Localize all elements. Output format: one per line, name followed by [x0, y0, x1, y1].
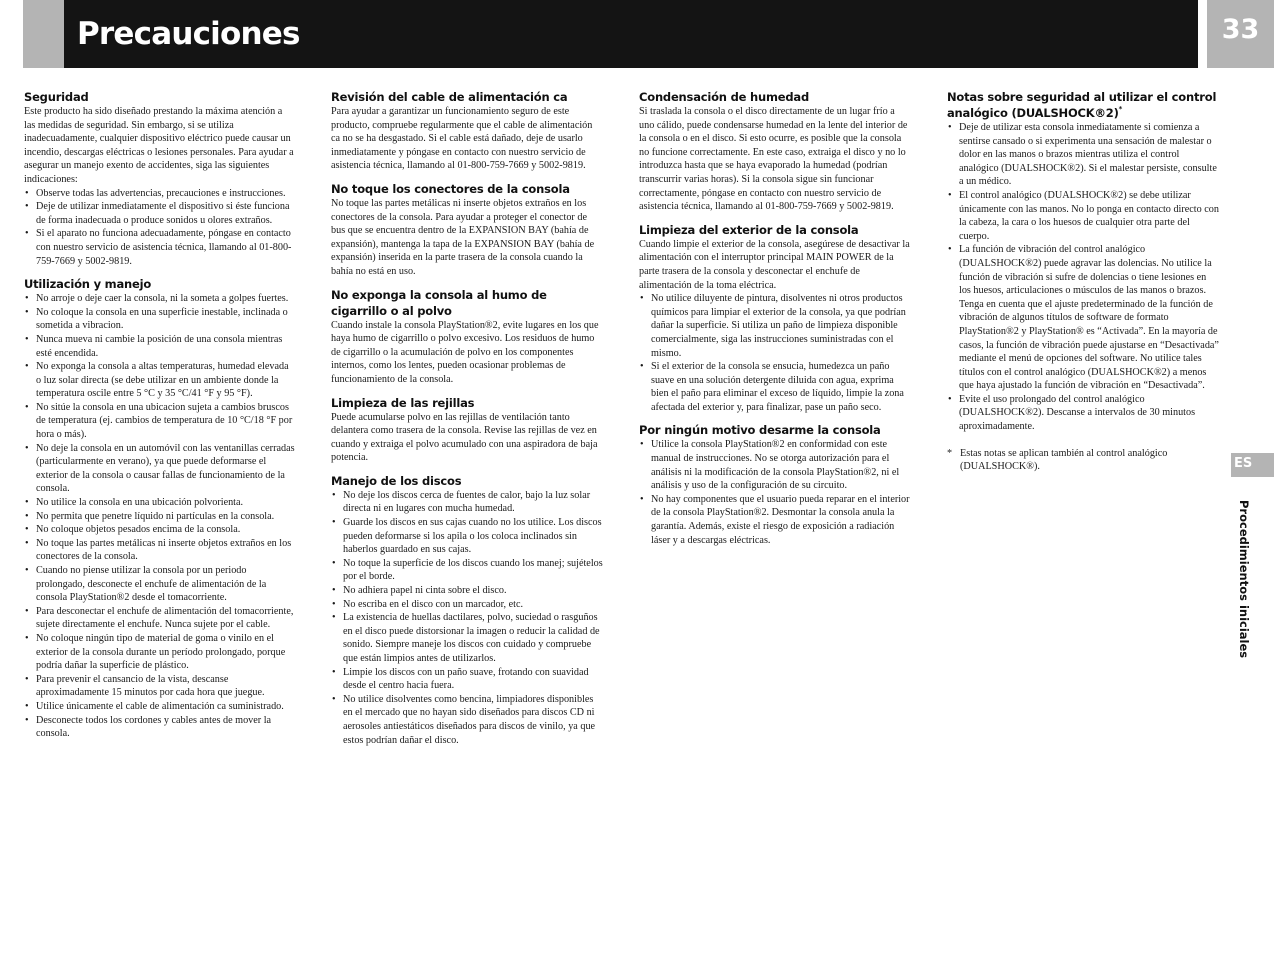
paragraph-limpieza-exterior: Cuando limpie el exterior de la consola, asegúrese de desactivar la alimentación con el interruptor principal MAIN POWER de la parte trasera de la consola y desconectar el enchufe de alimentación de la toma eléctrica. [639, 238, 910, 291]
heading-dualshock-notas [947, 89, 1219, 121]
paragraph-seguridad: Este producto ha sido diseñado prestando la máxima atención a las medidas de seguridad. Sin embargo, si se utiliza inadecuadamente, cualquier dispositivo eléctrico puede causar un incendio, descargas eléctricas o lesiones personales. Para ayudar a asegurar un manejo exento de accidentes, siga las siguientes indicaciones: [24, 106, 294, 185]
list-item: • Para desconectar el enchufe de alimentación del tomacorriente, sujete directamente el enchufe. Nunca sujete por el cable. [24, 605, 296, 632]
list-item: • No arroje o deje caer la consola, ni la someta a golpes fuertes. [24, 292, 296, 306]
page-number-box [1207, 0, 1274, 68]
column-1 [24, 89, 296, 741]
heading-revision-cable: Revisión del cable de alimentación ca [331, 90, 568, 104]
list-item: • El control analógico (DUALSHOCK®2) se debe utilizar únicamente con las manos. No lo ponga en contacto directo con la cabeza, la cara o los huesos de cualquier otra parte del cuerpo. [947, 189, 1219, 243]
list-item: • No sitúe la consola en una ubicacion sujeta a cambios bruscos de temperatura (ej. cambios de temperatura de 10 °C/18 °F por hora o más). [24, 401, 296, 442]
heading-discos: Manejo de los discos [331, 473, 462, 488]
list-item: • No coloque ningún tipo de material de goma o vinilo en el exterior de la consola durante un período prolongado, porque podría dañar la superficie de plástico. [24, 632, 296, 673]
list-item: • No escriba en el disco con un marcador, etc. [331, 598, 603, 612]
section-side-label: Procedimientos iniciales [1237, 500, 1251, 659]
list-utilizacion [24, 292, 296, 741]
list-item: • Limpie los discos con un paño suave, frotando con suavidad desde el centro hacia fuera. [331, 666, 603, 693]
list-seguridad [24, 187, 296, 269]
list-item: • Si el exterior de la consola se ensucia, humedezca un paño suave en una solución detergente diluida con agua, exprima bien el paño para eliminar el exceso de líquido, limpie la zona afectada del exterior y, para finalizar, pase un paño seco. [639, 360, 911, 414]
page-title: Precauciones [77, 16, 300, 52]
column-4 [947, 89, 1219, 474]
list-item: • No utilice la consola en una ubicación polvorienta. [24, 496, 296, 510]
list-item: • Evite el uso prolongado del control analógico (DUALSHOCK®2). Descanse a intervalos de 30 minutos aproximadamente. [947, 393, 1219, 434]
footnote-reference-mark: * [1118, 105, 1123, 113]
heading-conectores: No toque los conectores de la consola [331, 181, 570, 196]
heading-humo-polvo: No exponga la consola al humo de cigarrillo o al polvo [331, 287, 547, 318]
list-item: • No exponga la consola a altas temperaturas, humedad elevada o luz solar directa (se debe utilizar en un ambiente donde la temperatura oscile entre 5 °C y 35 °C/41 °F y 95 °F). [24, 360, 296, 401]
list-item: • No coloque la consola en una superficie inestable, inclinada o sometida a vibracion. [24, 306, 296, 333]
paragraph-rejillas: Puede acumularse polvo en las rejillas de ventilación tanto delantera como trasera de la consola. Revise las rejillas de vez en cuando y extraiga el polvo acumulado con una aspiradora de baja potencia. [331, 411, 598, 464]
footnote [947, 447, 1219, 474]
list-item: • Deje de utilizar inmediatamente el dispositivo si éste funciona de forma inadecuada o produce sonidos u olores extraños. [24, 200, 296, 227]
list-item: • Utilice la consola PlayStation®2 en conformidad con este manual de instrucciones. No se otorga autorización para el análisis ni la modificación de la consola PlayStation®2, ni el análisis y uso de la configuración de su circuito. [639, 438, 911, 492]
heading-rejillas: Limpieza de las rejillas [331, 395, 475, 410]
footnote-mark: * [947, 447, 953, 459]
list-item: • No utilice diluyente de pintura, disolventes ni otros productos químicos para limpiar el exterior de la consola, ya que podrían dañar la superficie. Si utiliza un paño de limpieza disponible comercialmente, siga las instrucciones suministradas con el mismo. [639, 292, 911, 360]
list-item: • No permita que penetre líquido ni partículas en la consola. [24, 510, 296, 524]
heading-seguridad: Seguridad [24, 90, 89, 104]
list-item: • Nunca mueva ni cambie la posición de una consola mientras esté encendida. [24, 333, 296, 360]
heading-utilizacion: Utilización y manejo [24, 277, 152, 292]
list-item: • Cuando no piense utilizar la consola por un periodo prolongado, desconecte el enchufe de alimentación de la consola PlayStation®2 desde el tomacorriente. [24, 564, 296, 605]
list-item: • Para prevenir el cansancio de la vista, descanse aproximadamente 15 minutos por cada hora que juegue. [24, 673, 296, 700]
list-item: • La existencia de huellas dactilares, polvo, suciedad o rasguños en el disco puede distorsionar la imagen o reducir la calidad de sonido. Siempre maneje los discos con cuidado y compruebe que están limpios antes de utilizarlos. [331, 611, 603, 665]
list-desarme [639, 438, 911, 547]
paragraph-humo-polvo: Cuando instale la consola PlayStation®2, evite lugares en los que haya humo de cigarrillo o polvo excesivo. Los residuos de humo de cigarrillo o la acumulación de polvo en los componentes internos, como los lentes, pueden ocasionar problemas de funcionamiento de la consola. [331, 319, 599, 385]
list-item: • La función de vibración del control analógico (DUALSHOCK®2) puede agravar las dolencias. No utilice la función de vibración si sufre de dolencias o tiene lesiones en los huesos, articulaciones o músculos de las manos o brazos. Tenga en cuenta que el ajuste predeterminado de la función de vibración de algunos títulos de software de formato PlayStation®2 y PlayStation® es “Activada”. En la mayoría de casos, la función de vibración puede ajustarse en “Desactivada” mediante el menú de opciones del software. No utilice tales títulos con el control analógico (DUALSHOCK®2) a menos que haya ajustado la función de vibración en “Desactivada”. [947, 243, 1219, 393]
list-item: • No coloque objetos pesados encima de la consola. [24, 523, 296, 537]
language-badge [1231, 453, 1274, 477]
heading-dualshock-text: Notas sobre seguridad al utilizar el control analógico (DUALSHOCK®2) [947, 90, 1217, 120]
column-2 [331, 89, 603, 747]
list-item: • Observe todas las advertencias, precauciones e instrucciones. [24, 187, 296, 201]
list-item: • No hay componentes que el usuario pueda reparar en el interior de la consola PlayStation®2. Desmontar la consola anula la garantía. Además, existe el riesgo de exposición a radiación láser y a descargas eléctricas. [639, 493, 911, 547]
paragraph-conectores: No toque las partes metálicas ni inserte objetos extraños en los conectores de la consola. Para ayudar a proteger el conector de bus que se encuentra dentro de la EXPANSION BAY (bahía de expansión), mantenga la tapa de la EXPANSION BAY (bahía de expansión) inserida en la parte trasera de la consola cuando la bahía no está en uso. [331, 197, 595, 277]
heading-limpieza-exterior: Limpieza del exterior de la consola [639, 222, 859, 237]
header-accent-block [23, 0, 64, 68]
list-item: • Utilice únicamente el cable de alimentación ca suministrado. [24, 700, 296, 714]
list-discos [331, 489, 603, 747]
list-item: • No toque la superficie de los discos cuando los manej; sujételos por el borde. [331, 557, 603, 584]
list-item: • No toque las partes metálicas ni inserte objetos extraños en los conectores de la consola. [24, 537, 296, 564]
list-item: • Desconecte todos los cordones y cables antes de mover la consola. [24, 714, 296, 741]
list-item: • Si el aparato no funciona adecuadamente, póngase en contacto con nuestro servicio de asistencia técnica, llamando al 01-800-759-7669 y 5002-9819. [24, 227, 296, 268]
list-item: • No deje la consola en un automóvil con las ventanillas cerradas (particularmente en verano), ya que puede deformarse el exterior de la consola o causar fallas de funcionamiento de la consola. [24, 442, 296, 496]
list-item: • No utilice disolventes como bencina, limpiadores disponibles en el mercado que no hayan sido diseñados para discos CD ni aerosoles antiestáticos diseñados para discos de vinilo, ya que estos podrían dañar el disco. [331, 693, 603, 747]
footnote-text: Estas notas se aplican también al control analógico (DUALSHOCK®). [960, 447, 1168, 473]
list-item: • No deje los discos cerca de fuentes de calor, bajo la luz solar directa ni en lugares con mucha humedad. [331, 489, 603, 516]
list-item: • No adhiera papel ni cinta sobre el disco. [331, 584, 603, 598]
paragraph-condensacion: Si traslada la consola o el disco directamente de un lugar frío a uno cálido, puede condensarse humedad en la lente del interior de la consola o en el disco. Si esto ocurre, es posible que la consola no funcione correctamente. En este caso, extraiga el disco y no lo introduzca hasta que se haya evaporado la humedad (podrían transcurrir varias horas). Si la consola sigue sin funcionar correctamente, póngase en contacto con nuestro servicio de asistencia técnica, llamando al 01-800-759-7669 y 5002-9819. [639, 106, 908, 213]
heading-desarme: Por ningún motivo desarme la consola [639, 423, 881, 438]
page-number: 33 [1221, 14, 1260, 45]
list-item: • Guarde los discos en sus cajas cuando no los utilice. Los discos pueden deformarse si los apila o los coloca inclinados sin haberlos guardado en sus cajas. [331, 516, 603, 557]
list-dualshock [947, 121, 1219, 434]
list-item: • Deje de utilizar esta consola inmediatamente si comienza a sentirse cansado o si experimenta una sensación de malestar o dolor en las manos o brazos mientras utiliza el control analógico (DUALSHOCK®2). Si el malestar persiste, consulte a un médico. [947, 121, 1219, 189]
language-code: ES [1234, 456, 1253, 471]
paragraph-revision-cable: Para ayudar a garantizar un funcionamiento seguro de este producto, compruebe regularmente que el cable de alimentación ca no se ha desgastado. Si el cable está dañado, deje de usarlo inmediatamente y póngase en contacto con nuestro servicio de asistencia técnica, llamando al 01-800-759-7669 y 5002-9819. [331, 106, 593, 172]
list-limpieza-exterior [639, 292, 911, 414]
heading-condensacion: Condensación de humedad [639, 90, 810, 104]
column-3 [639, 89, 911, 547]
